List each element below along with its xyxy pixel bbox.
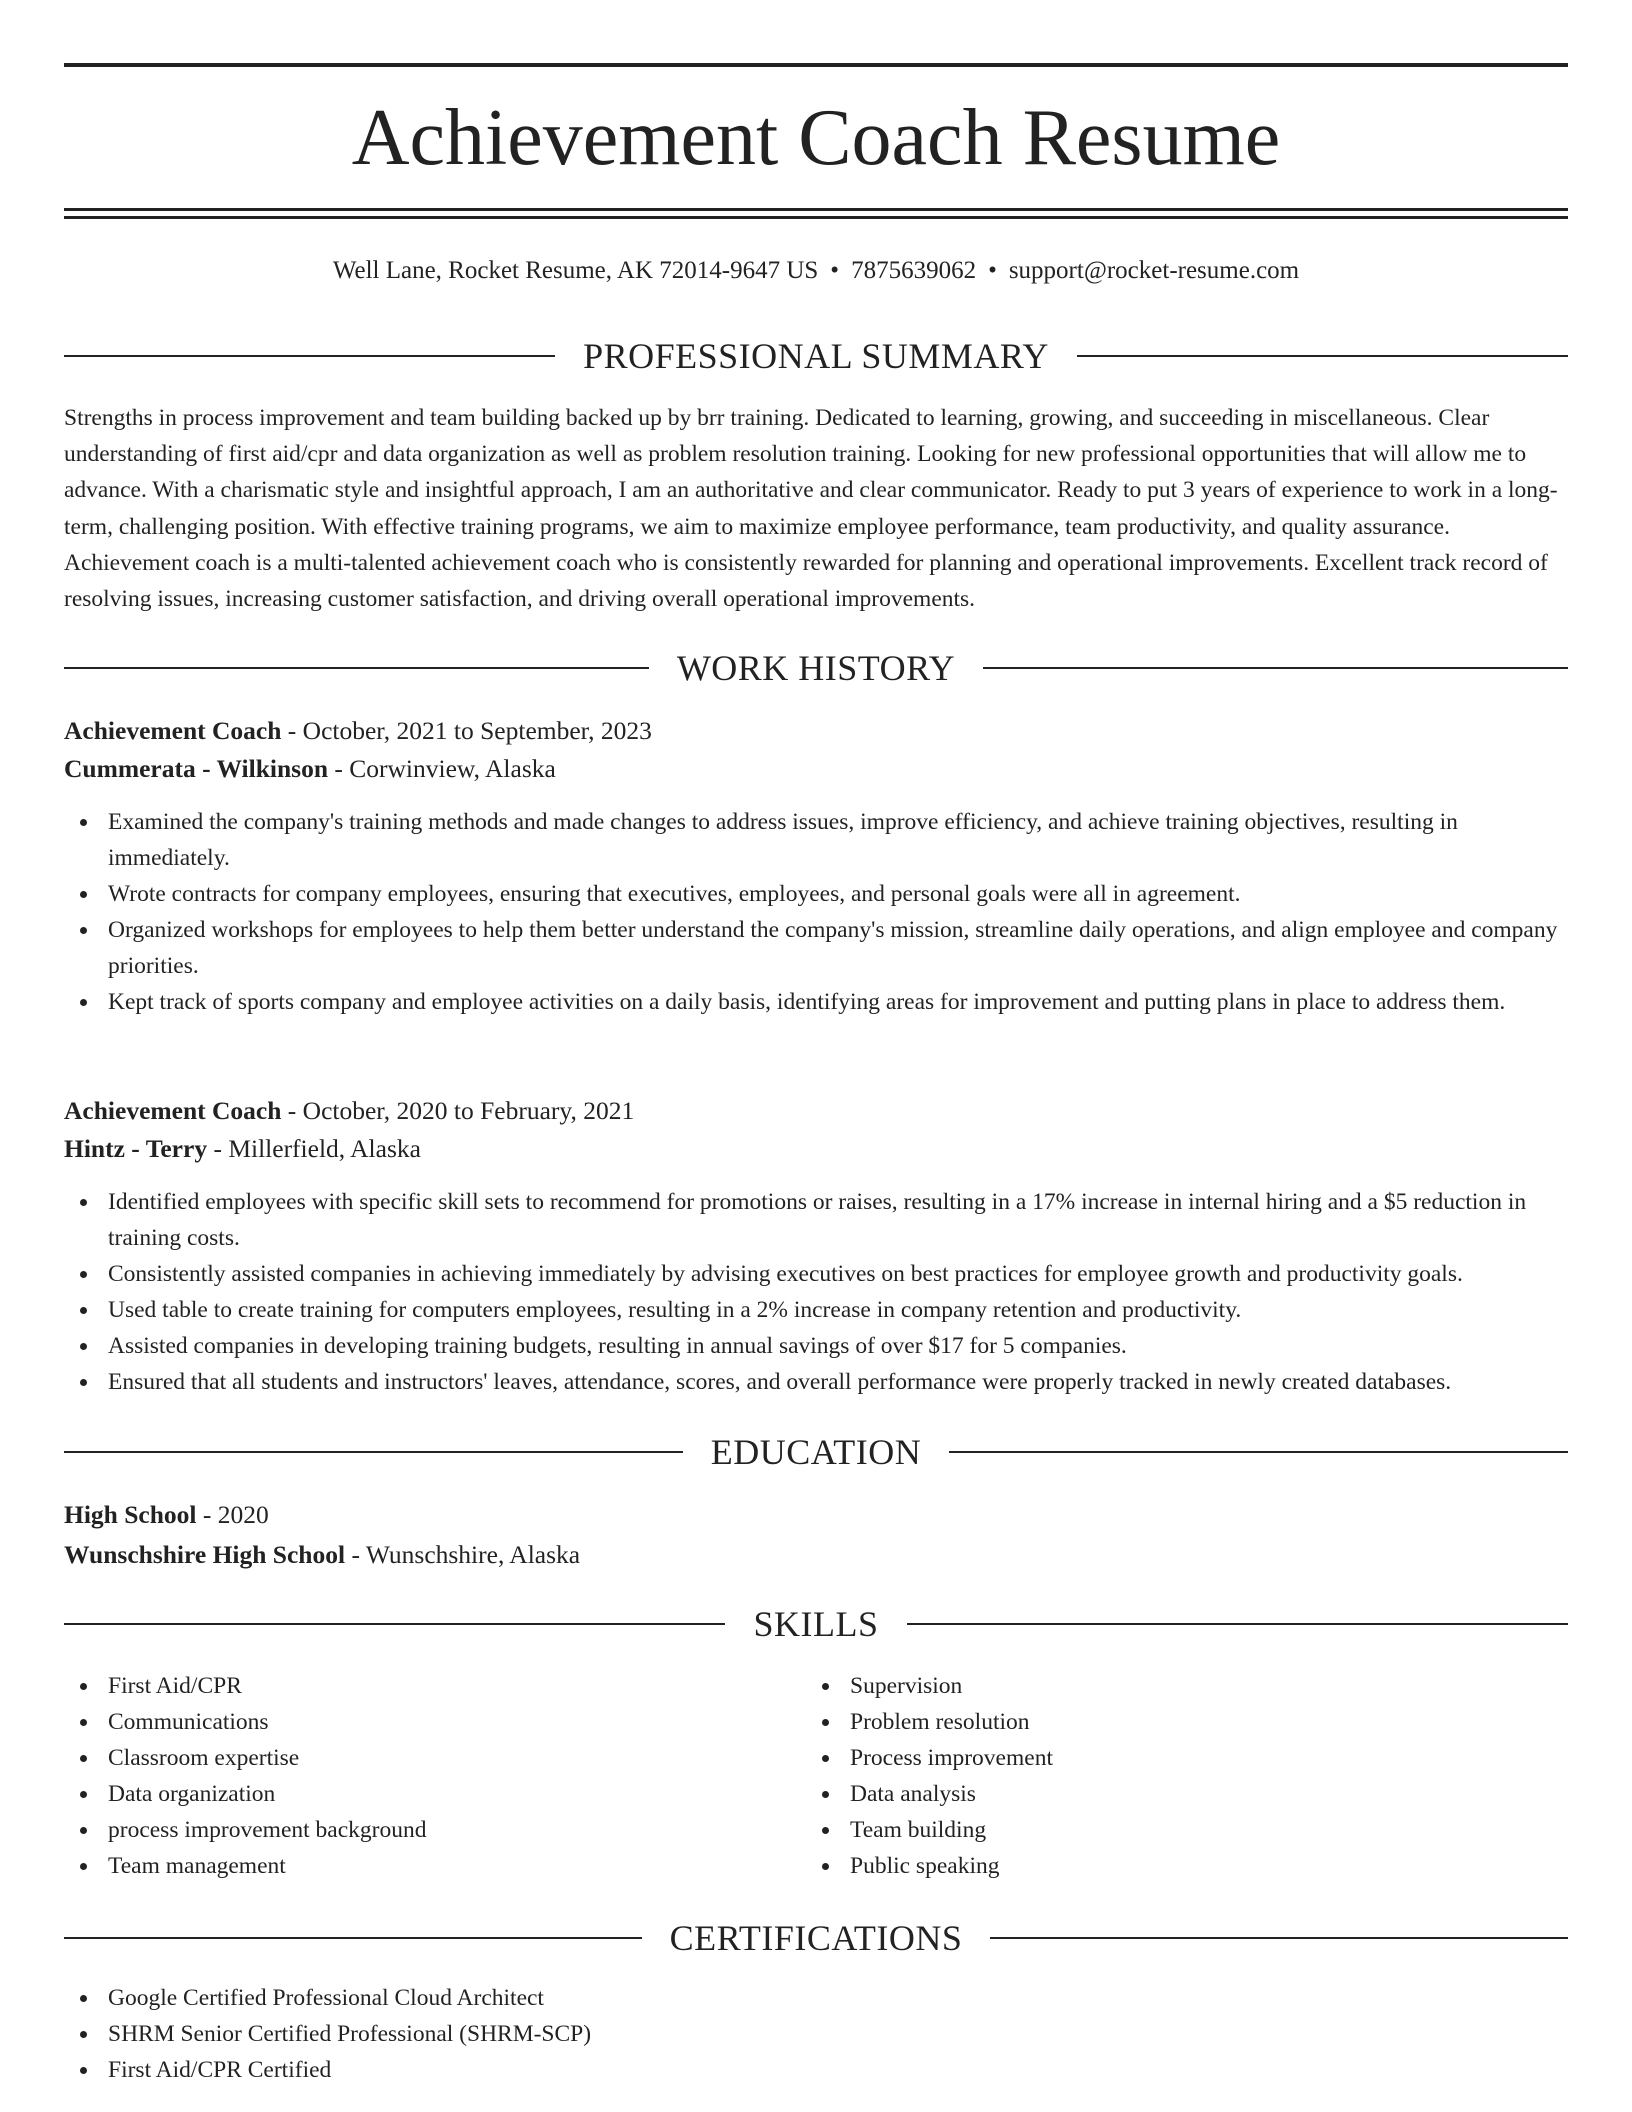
job-company-line bbox=[64, 750, 1568, 788]
job-entry bbox=[64, 712, 1568, 1020]
contact-address: Well Lane, Rocket Resume, AK 72014-9647 US bbox=[332, 257, 819, 284]
section-title: EDUCATION bbox=[683, 1432, 949, 1472]
contact-email: support@rocket-resume.com bbox=[1008, 257, 1300, 284]
skills-list bbox=[806, 1668, 1506, 1884]
job-title-line bbox=[64, 1092, 1568, 1130]
certification-item: Google Certified Professional Cloud Architect bbox=[64, 1980, 1568, 2016]
list-item: Organized workshops for employees to help them better understand the company's mission, streamline daily operations, and align employee and company priorities. bbox=[64, 912, 1568, 984]
education-location: - Wunschshire, Alaska bbox=[345, 1540, 581, 1569]
job-bullets bbox=[64, 804, 1568, 1020]
section-title: PROFESSIONAL SUMMARY bbox=[555, 336, 1077, 376]
job-location: - Corwinview, Alaska bbox=[328, 754, 556, 783]
list-item: Used table to create training for computers employees, resulting in a 2% increase in company retention and productivity. bbox=[64, 1292, 1568, 1328]
skills-list bbox=[64, 1668, 764, 1884]
skills-column-right bbox=[806, 1668, 1506, 1884]
skill-item: Supervision bbox=[806, 1668, 1506, 1704]
education-year: - 2020 bbox=[196, 1500, 269, 1529]
skill-item: process improvement background bbox=[64, 1812, 764, 1848]
job-dates: - October, 2021 to September, 2023 bbox=[281, 716, 652, 745]
list-item: Identified employees with specific skill sets to recommend for promotions or raises, resulting in a 17% increase in internal hiring and a $5 reduction in training costs. bbox=[64, 1184, 1568, 1256]
list-item: Ensured that all students and instructors' leaves, attendance, scores, and overall performance were properly tracked in newly created databases. bbox=[64, 1364, 1568, 1400]
education-degree: High School bbox=[64, 1500, 197, 1529]
skill-item: Classroom expertise bbox=[64, 1740, 764, 1776]
education-school: Wunschshire High School bbox=[64, 1540, 346, 1569]
job-entry bbox=[64, 1092, 1568, 1400]
job-bullets bbox=[64, 1184, 1568, 1400]
job-title-line bbox=[64, 712, 1568, 750]
list-item: Consistently assisted companies in achieving immediately by advising executives on best practices for employee growth and productivity goals. bbox=[64, 1256, 1568, 1292]
top-rule bbox=[64, 63, 1568, 67]
resume-title: Achievement Coach Resume bbox=[351, 94, 1281, 182]
skill-item: Communications bbox=[64, 1704, 764, 1740]
skill-item: Data organization bbox=[64, 1776, 764, 1812]
certification-item: First Aid/CPR Certified bbox=[64, 2052, 1568, 2088]
section-heading-summary bbox=[64, 331, 1568, 381]
skill-item: Data analysis bbox=[806, 1776, 1506, 1812]
education-school-line bbox=[64, 1536, 1568, 1574]
section-title: CERTIFICATIONS bbox=[642, 1918, 991, 1958]
contact-phone: 7875639062 bbox=[851, 257, 977, 284]
section-heading-certifications bbox=[64, 1913, 1568, 1963]
title-rule-upper bbox=[64, 208, 1568, 211]
skill-item: Process improvement bbox=[806, 1740, 1506, 1776]
list-item: Wrote contracts for company employees, ensuring that executives, employees, and personal goals were all in agreement. bbox=[64, 876, 1568, 912]
title-rule-lower bbox=[64, 216, 1568, 219]
list-item: Assisted companies in developing training budgets, resulting in annual savings of over $17 for 5 companies. bbox=[64, 1328, 1568, 1364]
skills-column-left bbox=[64, 1668, 764, 1884]
skill-item: Problem resolution bbox=[806, 1704, 1506, 1740]
summary-text: Strengths in process improvement and team building backed up by brr training. Dedicated to learning, growing, and succeeding in miscellaneous. Clear understanding of first aid/cpr and data organization as well as problem resolution training. Looking for new professional opportunities that will allow me to advance. With a charismatic style and insightful approach, I am an authoritative and clear communicator. Ready to put 3 years of experience to work in a long-term, challenging position. With effective training programs, we aim to maximize employee performance, team productivity, and quality assurance. Achievement coach is a multi-talented achievement coach who is consistently rewarded for planning and operational improvements. Excellent track record of resolving issues, increasing customer satisfaction, and driving overall operational improvements. bbox=[64, 405, 1558, 613]
education-entry bbox=[64, 1496, 1568, 1574]
list-item: Examined the company's training methods and made changes to address issues, improve efficiency, and achieve training objectives, resulting in immediately. bbox=[64, 804, 1568, 876]
skill-item: Team building bbox=[806, 1812, 1506, 1848]
job-company-line bbox=[64, 1130, 1568, 1168]
certifications-list bbox=[64, 1980, 1568, 2088]
section-heading-skills bbox=[64, 1599, 1568, 1649]
contact-separator: • bbox=[988, 257, 997, 284]
contact-line bbox=[64, 254, 1568, 288]
section-heading-work-history bbox=[64, 643, 1568, 693]
list-item: Kept track of sports company and employee activities on a daily basis, identifying areas for improvement and putting plans in place to address them. bbox=[64, 984, 1568, 1020]
section-heading-education bbox=[64, 1427, 1568, 1477]
section-title: WORK HISTORY bbox=[649, 648, 983, 688]
job-company: Hintz - Terry bbox=[64, 1134, 208, 1163]
job-title: Achievement Coach bbox=[64, 716, 282, 745]
contact-separator: • bbox=[830, 257, 840, 284]
certifications-block bbox=[64, 1980, 1568, 2088]
certification-item: SHRM Senior Certified Professional (SHRM-SCP) bbox=[64, 2016, 1568, 2052]
skill-item: First Aid/CPR bbox=[64, 1668, 764, 1704]
section-title: SKILLS bbox=[725, 1604, 906, 1644]
job-company: Cummerata - Wilkinson bbox=[64, 754, 329, 783]
job-title: Achievement Coach bbox=[64, 1096, 282, 1125]
skill-item: Public speaking bbox=[806, 1848, 1506, 1884]
job-location: - Millerfield, Alaska bbox=[207, 1134, 421, 1163]
education-degree-line bbox=[64, 1496, 1568, 1534]
skill-item: Team management bbox=[64, 1848, 764, 1884]
job-dates: - October, 2020 to February, 2021 bbox=[281, 1096, 635, 1125]
